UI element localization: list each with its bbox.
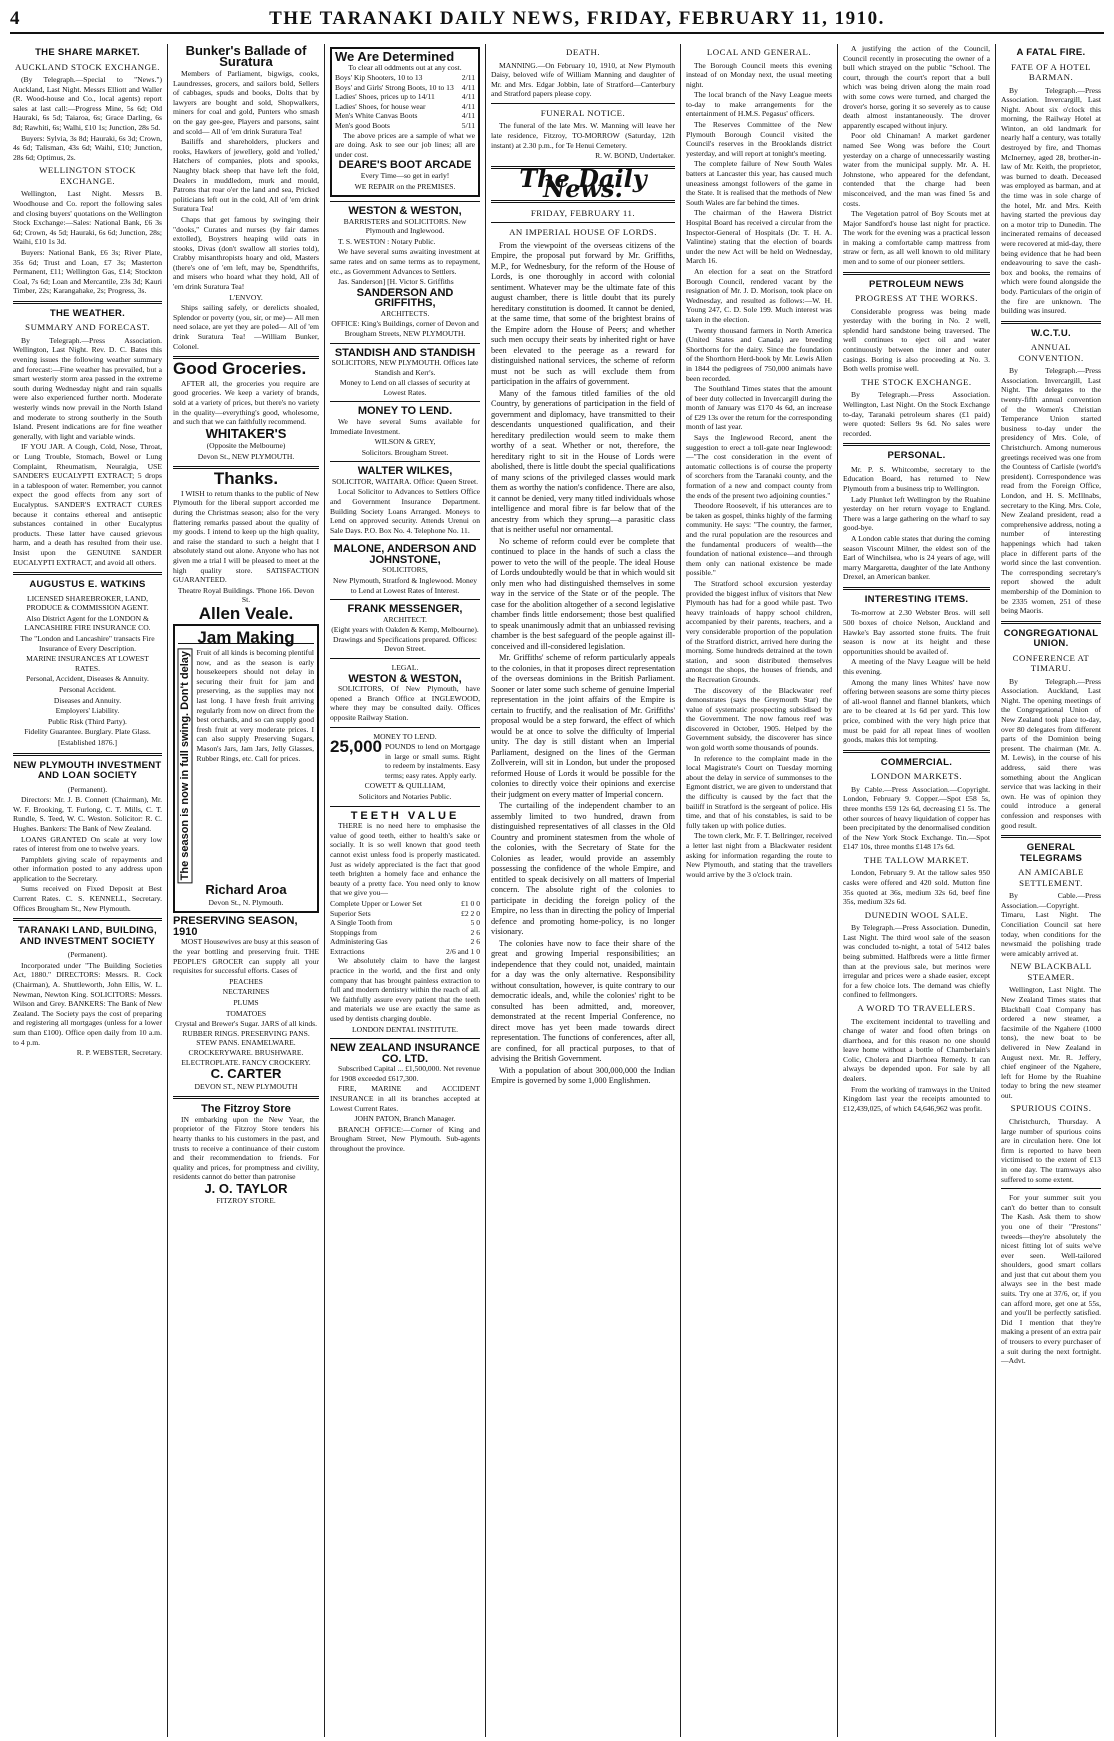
local-para: The Reserves Committee of the New Plymouth Borough Council visited the Council's reserves in the Brooklands district yesterday, and will report at tonight's meeting. (686, 120, 832, 158)
nzins-para: BRANCH OFFICE:—Corner of King and Brougham Street, New Plymouth. Sub-agents throughout the province. (330, 1124, 480, 1153)
bunker-verse: Chaps that get famous by swinging their "dooks," Curates and nurses (by fair dames extolled), Boystrers heaping wild oats in stooks, Divas (don't swallow all stories told), Crabby misanthropists hoary and old, Masters (there's one of 'em left, may be, Spendthrifts, and misers who hoard what they hold, All of 'em drink Suratura Tea! (173, 214, 319, 292)
whitaker-sub: (Opposite the Melbourne) (206, 441, 286, 451)
interesting-para: Among the many lines Whites' have now offering between seasons are some thirty pieces of all-wool flannel and flannel blankets, which are to be cleared at 1s 6d per yard. This low price, combined with the very high price that must be paid for all repeat lines of woollen goods, makes this lot tempting. (843, 677, 990, 745)
watkins-established: [Established 1876.] (57, 737, 118, 747)
weather-heading: THE WEATHER. (49, 307, 126, 319)
deare-name: DEARE'S BOOT ARCADE (338, 159, 472, 172)
divider (330, 539, 480, 540)
legal-para: SOLICITORS, Of New Plymouth, have opened a Branch Office at INGLEWOOD, where they may be consulted daily. Offices opposite Railway Station. (330, 684, 480, 722)
teeth-item: Stoppings from (330, 927, 378, 937)
money-name: WILSON & GREY, (374, 437, 436, 447)
aroa-addr: Devon St., N. Plymouth. (208, 897, 284, 907)
loan-head: MONEY TO LEND. (373, 731, 437, 741)
legal-name: WESTON & WESTON, (348, 672, 462, 685)
price-value: 4/11 (461, 82, 475, 92)
carter-name: C. CARTER (210, 1066, 282, 1082)
land-building-heading: TARANAKI LAND, BUILDING, AND INVESTMENT SOCIETY (18, 925, 157, 947)
nzins-name: JOHN PATON, Branch Manager. (354, 1114, 456, 1124)
general-para: By Cable.—Press Association.—Copyright. Timaru, Last Night. The Conciliation Council sat here today, when conditions for the newsmaid the polishing trade were amicably arrived at. (1001, 891, 1101, 958)
personal-para: Mr. P. S. Whitcombe, secretary to the Education Board, has returned to New Plymouth from a business trip to Wellington. (843, 464, 990, 493)
jam-vertical-text: The season is now in full swing. Don't delay (178, 648, 193, 883)
kash-advert: For your summer suit you can't do better than to consult The Kash. Ask them to show you one of their "Prestons" tweeds—they're absolutely the nicest fitting lot of suits we've ever seen. Well-tailored shoulders, good smart collars and just that cut about them you always see in the best made suits. Try one at 37/6, or, if you can afford more, get one at 55s, and you'll be perfectly satisfied. Did I mention that they're making a present of an extra pair of trousers to every purchaser of a suit during the next fortnight.—Advt. (1001, 1193, 1101, 1366)
legal-head: LEGAL. (391, 663, 419, 673)
money-sub: Solicitors. Brougham Street. (361, 447, 449, 457)
carter-item: PEACHES (229, 976, 263, 986)
teeth-para: THERE is no need here to emphasise the value of good teeth, either to health's sake or socially. It is so well known that good teeth cannot exist unless food is properly masticated. Just as widely appreciated is the fact that good teeth brighten a homely face and enhance the beauty of a pretty face. You need only to know that we give you— (330, 821, 480, 898)
fitzroy-head: The Fitzroy Store (201, 1103, 291, 1116)
jam-para: Fruit of all kinds is becoming plentiful now, and as the season is early housekeepers should not delay in securing their fruit for jam and preserving, as the supplies may not last long. I have fresh fruit arriving regularly from now on direct from the best orchards, and so can supply good fresh fruit at very moderate prices. I can also supply Preserving Sugars, Mason's Jars, Jam Jars, Jelly Glasses, Rubber Rings, etc. Call for prices. (196, 648, 314, 763)
divider (330, 658, 480, 659)
standish-para: Money to Lend on all classes of security at Lowest Rates. (339, 378, 471, 397)
commercial-para: The excitement incidental to travelling and change of water and food often brings on diarrhoea, and for this reason no one should leave home without a bottle of Chamberlain's Colic, Cholera and Diarrhoea Remedy. It can always be depended upon. For sale by all dealers. (843, 1016, 990, 1084)
petroleum-head: PETROLEUM NEWS (869, 278, 964, 290)
petroleum-para: Considerable progress was being made yesterday with the boring in No. 2 well, splendid hard sandstone being traversed. The well continues to eject oil and water continuously between the inner and outer casings. Boring is also proceeding at No. 3. Both wells promise well. (843, 306, 990, 374)
teeth-price-row (330, 928, 480, 938)
column-3 (324, 44, 485, 1737)
bunker-title: Bunker's Ballade of Suratura (185, 44, 307, 69)
divider (1001, 321, 1101, 324)
investment-para: Directors: Mr. J. B. Connett (Chairman), Mr. W. F. Brooking, T. Furlong, C. T. Mills, C. T. Rundle, S. Teed, W. C. Weston. Solicitor: R. C. Hughes. Bankers: The Bank of New Zealand. (13, 795, 162, 833)
jam-head: Jam Making (178, 633, 314, 645)
commercial-para: From the working of tramways in the United Kingdom last year the receipts amounted to £12,439,025, of which £4,646,962 was profit. (843, 1084, 990, 1113)
local-para: The town clerk, Mr. F. T. Bellringer, received a letter last night from a Blackwater resident asking for information regarding the route to New Plymouth, and stating that the travellers would arrive by the 3 o'clock train. (686, 831, 832, 879)
personal-para: Lady Plunket left Wellington by the Ruahine yesterday on her return voyage to England. There was a large gathering on the wharf to say good-bye. (843, 494, 990, 533)
divider (843, 272, 990, 275)
editorial-para: Mr. Griffiths' scheme of reform particularly appeals to the colonies, in that it proposes direct representation of the overseas dominions in the British Parliament. Sooner or later some such scheme of genuine Imperial representation in the joint affairs of the Empire is certain to fructify, and the realisation of Mr. Griffiths' proposal would be a step forward, the effect of which would be at once to solve the difficulty of Imperial unity. The day is still distant when an Imperial Parliament, designed on the lines of the German Zollverein, will sit in London, but under the proposed reformed House of Lords it would be possible for the colonies to directly voice their opinions and exercise their judgment on every matter of Imperial concern. (491, 653, 675, 799)
price-value: 2/11 (461, 73, 475, 83)
sanderson-head: SANDERSON AND GRIFFITHS, (356, 286, 454, 310)
column-1 (8, 44, 167, 1737)
congregational-head: CONGREGATIONAL UNION. (1003, 627, 1099, 650)
commercial-para: By Telegraph.—Press Association. Dunedin, Last Night. The third wool sale of the season was concluded to-night, a total of 5412 bales being submitted. Halfbreds were a little firmer than at the previous sale, but merinos were irregular and prices were a shade easier, except for a few choice lots. The demand was chiefly confined to fellmongers. (843, 923, 990, 1000)
divider (330, 727, 480, 728)
wilkes-head: WALTER WILKES, (357, 465, 453, 478)
watkins-list-item: Diseases and Annuity. (53, 695, 122, 705)
general-para: Christchurch, Thursday. A large number of spurious coins are in circulation here. One lot firm is reported to have been victimised to the extent of £13 in one day. The tramways also suffered to some extent. (1001, 1116, 1101, 1184)
teeth-price-row (330, 899, 480, 909)
death-para: MANNING.—On February 10, 1910, at New Plymouth Daisy, beloved wife of William Manning and daughter of Mr. and Mrs. Edgar Jobbin, late of Stratford—Canterbury and Stratford papers please copy. (491, 60, 675, 99)
divider (330, 461, 480, 462)
local-para: The local branch of the Navy League meets to-day to make arrangements for the entertainment of H.M.S. Pegasus' officers. (686, 90, 832, 119)
weather-para: By Telegraph.—Press Association. Wellington, Last Night. Rev. D. C. Bates this evening issues the following weather summary and forecast:—Fine weather has prevailed, but a smart westerly storm area passed in the extreme south during Wednesday night and rain squalls were also experienced further north. Moderate westerly winds now prevail in the North Island and moderate to strong southerly in the South Island. Present indications are for fine weather generally, with light and variable winds. (13, 335, 162, 441)
deare-para: The above prices are a sample of what we are doing. Ask to see our job lines; all are under cost. (335, 130, 475, 159)
divider (1001, 1188, 1101, 1189)
watkins-para: Also District Agent for the LONDON & LANCASHIRE FIRE INSURANCE CO. (24, 613, 151, 633)
thanks-addr: Theatre Royal Buildings. 'Phone 166. Devon St. (177, 585, 315, 605)
price-row (335, 121, 475, 131)
teeth-price: 5 0 (470, 918, 480, 928)
money-para: We have several Sums available for Immediate Investment. (330, 416, 480, 436)
price-row (335, 92, 475, 102)
divider (843, 443, 990, 446)
teeth-price: 2/6 and 1 0 (446, 946, 480, 956)
carter-addr: DEVON ST., NEW PLYMOUTH (194, 1081, 298, 1091)
divider (1001, 621, 1101, 624)
teeth-item: Administering Gas (330, 937, 388, 947)
price-item: Men's White Canvas Boots (335, 111, 418, 121)
sanderson-para: OFFICE: King's Buildings, corner of Devon and Brougham Streets, NEW PLYMOUTH. (331, 319, 479, 338)
wilkes-para: SOLICITOR, WAITARA. Office: Queen Street. (332, 476, 478, 486)
travellers-sub: A WORD TO TRAVELLERS. (857, 1003, 976, 1013)
loan-sub: Solicitors and Notaries Public. (358, 792, 452, 802)
divider (13, 572, 162, 575)
share-para: Wellington, Last Night. Messrs B. Woodhouse and Co. report the following sales and closing buyers' quotations on the Wellington Stock Exchange:—Sales: National Bank, £6 3s 6d; Crown, 4s 5d; Hauraki, 6s 6d; Junction, 28s; Waihi, £10 1s 3d. (13, 189, 162, 247)
fatal-fire-sub: FATE OF A HOTEL BARMAN. (1011, 61, 1091, 82)
divider (843, 750, 990, 753)
local-para: The complete failure of New South Wales batters at Lancaster this year, has caused much uneasiness amongst followers of the game in the State. It is realised that the methods of New South Wales are far behind the times. (686, 159, 832, 207)
commercial-para: By Cable.—Press Association.—Copyright. London, February 9. Copper.—Spot £58 5s, three months £59 12s 6d, decreasing £1 5s. The other sources of heavy liquidation of copper has been precipitated by the denormalised condition of the New York Stock Exchange. Tin.—Spot £147 10s, three months £148 17s 6d. (843, 784, 990, 852)
land-building-sub: (Permanent). (67, 950, 108, 960)
malone-head: MALONE, ANDERSON AND JOHNSTONE, (333, 543, 477, 566)
local-cont-para: The Vegetation patrol of Boy Scouts met at Major Sandford's house last night for practice. The work for the evening was a practical lesson in making a comfortable camp mattress from straw or fern, as all well known to old military men and to some of our pioneer settlers. (843, 209, 990, 267)
nzins-para: FIRE, MARINE and ACCIDENT INSURANCE in all its branches accepted at Lowest Current Rates. (330, 1084, 480, 1113)
interesting-para: A meeting of the Navy League will be held this evening. (843, 657, 990, 676)
divider (491, 103, 675, 104)
local-para: The Stratford school excursion yesterday provided the biggest influx of visitors that New Plymouth has had for a good while past. Two heavy trainloads of happy school children, accompanied by their parents, teachers, and a very considerable proportion of the population of the Stratford district, arrived here during the morning. Some hundreds detrained at the town station, and soon distributed themselves amongst the shops, the houses of friends, and the Recreation Grounds. (686, 578, 832, 684)
stock-para: By Telegraph.—Press Association. Wellington, Last Night. On the Stock Exchange to-day, Taranaki petroleum shares (£1 paid) were quoted: Sellers 9s 6d. No sales were recorded. (843, 390, 990, 438)
share-para: (By Telegraph.—Special to "News.") Auckland, Last Night. Messrs Elliott and Waller (R. Wood-house and Co., local agents) report sales at last call:—Progress Mine, 5s 6d; Old Hauraki, 6s 5d; Taiaroa, 6s; Grace Darling, 6s 8d; Rawhiti, 6s; Walhi, £10 1s; Junction, 28s 5d. (13, 75, 162, 132)
wilkes-para: Local Solicitor to Advances to Settlers Office and Government Insurance Department. Building Society Loans Arranged. Moneys to Lend on approved security. Attends Urenui on Sale Days. P.O. Box No. 4. Telephone No. 11. (330, 487, 480, 535)
watkins-list-item: Public Risk (Third Party). (48, 716, 127, 726)
bunker-verse: Members of Parliament, bigwigs, cooks, Laundresses, grocers, and sailors bold, Sellers of cabbages, spuds and books, Dolts that by lawyers are bought and sold, Shopwalkers, miners for coal and gold, Punters who smash on the gay gee-gee, Players and parsons, saint and scold— All of 'em drink Suratura Tea! (173, 69, 319, 136)
price-item: Boys' and Girls' Strong Boots, 10 to 13 (335, 82, 454, 92)
column-6 (837, 44, 995, 1737)
loan-name: COWETT & QUILLIAM, (364, 781, 446, 791)
price-row (335, 73, 475, 83)
money-head: MONEY TO LEND. (357, 405, 453, 418)
divider (330, 401, 480, 402)
petroleum-sub: PROGRESS AT THE WORKS. (855, 293, 978, 304)
fatal-fire-head: A FATAL FIRE. (1016, 47, 1086, 58)
deare-advert (330, 47, 480, 197)
deare-tag: Every Time—so get in early! (360, 170, 450, 180)
price-row (335, 111, 475, 121)
divider (330, 599, 480, 600)
local-para: The Southland Times states that the amount of beer duty collected in Invercargill during the month of January was £170 4s 6d, an increase of £29 13s over the return for the corresponding month of last year. (686, 384, 832, 432)
personal-head: PERSONAL. (887, 450, 946, 462)
local-para: Theodore Roosevelt, if his utterances are to be taken as gospel, thinks highly of the farming community. He says: "The country, the farmer, and the rural population are the resources and the fundamental producers of wealth—the foundation of national existence—and through them only can national existence be made possible." (686, 501, 832, 578)
interesting-head: INTERESTING ITEMS. (864, 593, 969, 605)
editorial-para: The curtailing of the independent chamber to an assembly limited to two hundred, drawn from distinguished representatives of all classes in the Old Country and prominent statesmen from the whole of the colonies, with the Secretary of State for the Colonies as leader, would provide an assembly possessing the confidence of the whole Empire, and entitled to speak decisively on all matters of Imperial concern. The absolute right of the colonies to participate in deciding the foreign policy of the Empire, no less than in directing the policy of Imperial defence and promoting home-policy, is no longer visionary. (491, 801, 675, 937)
divider (13, 753, 162, 756)
divider (330, 201, 480, 202)
watkins-para: The "London and Lancashire" transacts Fire Insurance of Every Description. (20, 634, 155, 653)
column-5 (680, 44, 837, 1737)
bunker-envoy-head: L'ENVOY. (229, 292, 263, 302)
teeth-price-row (330, 918, 480, 928)
whitaker-addr: Devon St., NEW PLYMOUTH. (197, 451, 295, 461)
whitaker-para: AFTER all, the groceries you require are good groceries. We keep a variety of brands, sold at a variety of prices, but there's no variety in the quality—everything's good, wholesome, and such that we can faithfully recommend. (173, 378, 319, 427)
local-para: Twenty thousand farmers in North America (United States and Canada) are breeding Shorthorns for the dairy. Since the foundation of the Shorthorn Herd-book by Mr. Lewis Allen in 1844 the pedigrees of 750,000 animals have been recorded. (686, 325, 832, 383)
whitaker-head: Good Groceries. (173, 359, 307, 379)
richard-aroa: Richard Aroa (205, 882, 287, 898)
funeral-sign: R. W. BOND, Undertaker. (595, 151, 675, 161)
congregational-para: By Telegraph.—Press Association. Auckland, Last Night. The opening meetings of the Congregational Union of New Zealand took place to-day, over 80 delegates from different parts of the Dominion being present. The chairman (Mr. A. M. Lewis), in the course of his address, said there was something about the Anglican service that was lacking in their own. He was of opinion they could introduce a general confession and responses with good result. (1001, 676, 1101, 830)
wctu-sub: ANNUAL CONVENTION. (1018, 342, 1084, 363)
teeth-price: £2 2 0 (461, 908, 480, 918)
share-market-heading: THE SHARE MARKET. (35, 47, 140, 58)
funeral-head: FUNERAL NOTICE. (540, 107, 626, 118)
price-row (335, 83, 475, 93)
deare-head: We Are Determined (335, 49, 455, 64)
death-head: DEATH. (565, 47, 601, 57)
lords-head: AN IMPERIAL HOUSE OF LORDS. (509, 227, 657, 238)
editorial-para: Many of the famous titled families of the old Country, by generations of participation in the field of government and diplomacy, have transmitted to their descendants unquestioned qualification, and their hereditary predilection would seem to make them worthy of a seat. Whether or not, therefore, the hereditary right to sit in the House of Lords were abolished, there is little doubt the special qualifications of many scions of the privileged classes would mark them as worthy the nation's confidence. There are also, it cannot be denied, very many titled individuals whose intelligence and moral fibre is far below that of the ancestry from which they sprung—a parasitic class that is neither useful nor ornamental. (491, 388, 675, 535)
carter-item: PLUMS (233, 998, 259, 1008)
dateline: FRIDAY, FEBRUARY 11. (530, 207, 636, 218)
tallow-sub: THE TALLOW MARKET. (863, 854, 970, 865)
weston-para: BARRISTERS and SOLICITORS. New Plymouth and Inglewood. (343, 216, 467, 236)
editorial-para: With a population of about 300,000,000 the Indian Empire is governed by some 1,000 Englishmen. (491, 1065, 675, 1086)
land-building-para: Incorporated under "The Building Societies Act, 1880." DIRECTORS: Messrs. R. Cock (Chairman), A. Shuttleworth, John Ellis, W. L. Newman, Newton King. SOLICITORS: Messrs. Wilson and Grey. BANKERS: The Bank of New Zealand. The Society pays the cost of preparing and registering all mortgages (unless for a lower sum than £100). Office open daily from 10 a.m. to 4 p.m. (13, 960, 162, 1047)
column-4 (485, 44, 680, 1737)
price-value: 4/11 (461, 92, 475, 102)
carter-item: TOMATOES (225, 1008, 267, 1018)
price-item: Ladies' Shoes, for house wear (335, 101, 426, 111)
commercial-head: COMMERCIAL. (880, 756, 953, 768)
weston-para: Jas. Sanderson] [H. Victor S. Griffiths (338, 277, 454, 287)
columns (8, 44, 1106, 1737)
editorial-para: No scheme of reform could ever be complete that continued to place in the hands of such a class the power to veto the will of the people. The ideal House of Lords undoubtedly would be that in which would sit only men who had distinguished themselves in some way in the service of the State or of the people. The case for the abolition altogether of a second legislative chamber finds little endorsement; those best qualified to speak unanimously admit that an unbiassed revising chamber is the best safeguard of the people against ill-conceived and ill-considered legislation. (491, 536, 675, 651)
messenger-para: (Eight years with Oakden & Kemp, Melbourne). Drawings and Specifications prepared. Offices: Devon Street. (331, 625, 479, 654)
local-para: The discovery of the Blackwater reef demonstrates (says the Greymouth Star) the value of systematic prospecting subsidised by the Government. The now famous reef was discovered in October, 1905. Helped by the Government subsidy, the discoverer has since won gold worth some thousands of pounds. (686, 685, 832, 753)
dunedin-sub: DUNEDIN WOOL SALE. (864, 909, 969, 920)
weston-head: WESTON & WESTON, (348, 205, 462, 218)
wctu-para: By Telegraph.—Press Association. Invercargill, Last Night. The delegates to the twenty-fifth annual convention of the Women's Christian Temperance Union started business to-day under the presidency of Mrs. Cole, of Christchurch. Among numerous greetings received was one from the Countess of Carlisle (world's president). Correspondence was read from the Foreign Office, London, and H. S. McIllnabs, secretary to the King. Mrs. Cole, New Zealand president, read a comprehensive address, noting a number of interesting happenings which had taken place in different parts of the world since the last convention. The corresponding secretary's report showed the adult membership of the Dominion to be 2335 women, 251 of these being Maoris. (1001, 366, 1101, 616)
local-para: The chairman of the Hawera District Hospital Board has received a circular from the Inspector-General of Hospitals (Dr. T. H. A. Valintine) stating that the election of boards under the new Act will be held on Wednesday, March 16. (686, 208, 832, 266)
fitzroy-para: IN embarking upon the New Year, the proprietor of the Fitzroy Store tenders his hearty thanks to his customers in the past, and trusts to receive a continuance of their custom and their recommendation to friends. For quality and prices, for promptness and civility, residents cannot do better than patronise (173, 1114, 319, 1182)
standish-head: STANDISH AND STANDISH (334, 346, 476, 359)
wellington-exchange-subhead: WELLINGTON STOCK EXCHANGE. (39, 165, 136, 186)
deare-tag: WE REPAIR on the PREMISES. (354, 181, 456, 191)
local-head: LOCAL AND GENERAL. (706, 47, 812, 57)
local-para: Says the Inglewood Record, anent the suggestion to erect a toll-gate near Inglewood:—"The cost consideration in the event of automatic collections is of course the property of scorchers from the Taranaki county, and the formation of a new and compact county from the ends of the present two adjoining counties." (686, 433, 832, 500)
malone-sub: SOLICITORS, (382, 565, 428, 575)
divider (173, 1096, 319, 1099)
land-building-sign: R. P. WEBSTER, Secretary. (76, 1048, 162, 1058)
weston-para: We have several sums awaiting investment at same rates and on same terms as to repayment, etc., as Government Advances to Settlers. (330, 247, 480, 276)
divider (843, 587, 990, 590)
masthead (10, 6, 1104, 34)
editorial-para: The colonies have now to face their share of the great and growing Imperial responsibilities; an independence that they could not, unaided, maintain for a day was the only alternative. Responsibility without consultation, however, is quite contrary to our democratic ideals, and, while the colonies' right to be consulted has been admitted, and, moreover, demonstrated at the recent Imperial Conference, no direct move has yet been made towards direct representation. The functions of conferences, after all, are confined, for all practical purposes, to that of advising the British Government. (491, 938, 675, 1064)
teeth-para: We absolutely claim to have the largest practice in the world, and the first and only company that has brought painless extraction to full and modern dentistry within the reach of all. We faithfully assure every patient that the teeth and materials we use are exactly the same as used by dentists charging double. (330, 956, 480, 1024)
price-row (335, 102, 475, 112)
watkins-list-item: Personal, Accident, Diseases & Annuity. (26, 674, 149, 684)
carter-para: Crystal and Brewer's Sugar. JARS of all kinds. RUBBER RINGS. PRESERVING PANS. STEW PANS. ENAMELWARE. CROCKERYWARE. BRUSHWARE. ELECTROPLATE. FANCY CROCKERY. (174, 1019, 318, 1067)
nzins-head: NEW ZEALAND INSURANCE CO. LTD. (330, 1042, 480, 1065)
funeral-para: The funeral of the late Mrs. W. Manning will leave her late residence, Fitzroy, TO-MORROW (Saturday, 12th instant) at 2.30 p.m., for Te Henui Cemetery. (491, 121, 675, 150)
jam-body (178, 648, 314, 883)
teeth-price: £1 0 0 (461, 898, 480, 908)
carter-para: MOST Housewives are busy at this season of the year bottling and preserving fruit. THE PEOPLE'S GROCER can supply all your requisites for successful efforts. Cases of (173, 937, 320, 976)
column-2 (167, 44, 324, 1737)
taylor-name: J. O. TAYLOR (204, 1180, 288, 1196)
price-value: 5/11 (461, 121, 475, 131)
allen-veale: Allen Veale. (198, 604, 294, 623)
local-cont-para: Poor old Chinaman! A market gardener named See Wong was before the Court yesterday on a charge of unnecessarily wasting water from the municipal supply. Mr. A. H. Johnstone, who appeared for the defendant, contended that the charge had been misconceived, and the man was fined 5s and costs. (843, 131, 990, 208)
investment-sub: (Permanent). (67, 784, 108, 794)
loan-body (330, 737, 480, 781)
watkins-list-item: Personal Accident. (59, 684, 116, 694)
loan-amount: 25,000 (330, 737, 382, 757)
teeth-price-row (330, 937, 480, 947)
watkins-list-item: Fidelity Guarantee. Burglary. Plate Glass. (24, 727, 151, 737)
sanders-advert: IF YOU JAR. A Cough, Cold, Nose, Throat, or Lung Trouble, Stomach, Bowel or Lung Complaint, Rheumatism, Neuralgia, USE SANDER'S EUCALYPTI EXTRACT; 5 drops in a tablespoon of water. Remember, you cannot expect the good effects from any sort of Eucalyptus. SANDER'S EXTRACT CURES because it contains ethereal and antiseptic substances contained in other Eucalyptus products. These latter have caused grievous harm, and a death has resulted from their use. Insist upon the GENUINE SANDER EUCALYPTI EXTRACT, and avoid all others. (13, 442, 162, 567)
standish-para: SOLICITORS, NEW PLYMOUTH. Offices late Standish and Kerr's. (331, 358, 479, 377)
local-para: In reference to the complaint made in the local Magistrate's Court on Tuesday morning about the delay in service of summonses to the Egmont district, we are given to understand that the difficulty is caused by the fact that the bailiff in Stratford is the sergeant of police. His time, and that of his constables, is said to be fully taken up with police duties. (686, 753, 832, 830)
fitzroy-sub: FITZROY STORE. (216, 1196, 276, 1206)
editorial-para: From the viewpoint of the overseas citizens of the Empire, the proposal put forward by Mr. Griffiths, M.P., for Wednesbury, for the reform of the House of Lords, is one thoroughly in accord with colonial sentiment. Whatever may be the ultimate fate of this august chamber, there is little doubt that its purely hereditary constitution is doomed. It cannot be denied, at the same time, that some of the brightest brains of the Empire adorn the House of Peers; and whether such men occupy their seats by inherited right or have been elevated to the peerage as a reward for distinguished national services, the scheme of reform must not be such as will exclude them from participation in the affairs of government. (491, 240, 675, 387)
divider (330, 806, 480, 807)
general-sub: NEW BLACKBALL STEAMER. (1010, 961, 1092, 982)
investment-para: Sums received on Fixed Deposit at Best Current Rates. C. S. KENNELL, Secretary. Offices Brougham St., New Plymouth. (13, 884, 162, 913)
congregational-sub: CONFERENCE AT TIMARU. (1012, 652, 1090, 674)
general-telegrams-head: GENERAL TELEGRAMS (1019, 842, 1083, 864)
watkins-list-item: Employers' Liability. (55, 706, 120, 716)
nzins-para: Subscribed Capital ... £1,500,000. Net revenue for 1908 exceeded £617,300. (330, 1064, 480, 1083)
jam-making-advert (173, 624, 319, 914)
column-7 (995, 44, 1106, 1737)
commercial-para: London, February 9. At the tallow sales 950 casks were offered and 420 sold. Mutton fine 35s quoted at 36s, medium 32s 6d, beef fine 35s, medium 32s 6d. (843, 868, 990, 907)
personal-para: A London cable states that during the coming season Viscount Milner, the eldest son of the Earl of Winchilsea, who is 24 years of age, will marry Margaretta, daughter of the late Anthony Drexel, an American banker. (843, 533, 990, 582)
investment-heading: NEW PLYMOUTH INVESTMENT AND LOAN SOCIETY (13, 759, 162, 782)
auckland-exchange-subhead: AUCKLAND STOCK EXCHANGE. (14, 61, 160, 72)
whitaker-name: WHITAKER'S (205, 425, 287, 441)
investment-para: LOANS GRANTED On scale at very low rates of interest from one to twelve years. (13, 834, 162, 854)
price-item: Boys' Kip Shooters, 10 to 13 (335, 73, 423, 83)
stock-head: THE STOCK EXCHANGE. (861, 376, 972, 387)
wctu-head: W.C.T.U. (1031, 327, 1071, 339)
teeth-item: Extractions (330, 946, 365, 956)
fatal-fire-para: By Telegraph.—Press Association. Invercargill, Last Night. About six o'clock this morning, the Railway Hotel at Winton, an old landmark for nearly half a century, was totally destroyed by fire, and Thomas McInerney, aged 28, brother-in-law of Mr. Keith, the proprietor, was burned to death. Deceased was employed as barman, and at the time was in sole charge of the hotel, Mr. and Mrs. Keith having started the previous day on a motor trip to Dunedin. The incinerated remains of deceased were recovered at mid-day, there being evidence that he had been endeavouring to save the cash-box and books, the remains of which were found alongside the body. Particulars of the origin of the fire are unknown. The building was insured. (1001, 85, 1101, 316)
share-para: Buyers: National Bank, £6 3s; River Plate, 35s 6d; Trust and Loan, £7 3s; Masterton Permanent, £11; Wellington Gas, £14; Stockton Coal, 7s 6d; Loan and Mercantile, 23s 3d; Kauri Timber, 22s; Karangahake, 2s; Progress, 3s. (13, 247, 162, 296)
watkins-para: LICENSED SHAREBROKER, LAND, PRODUCE & COMMISSION AGENT. (26, 593, 149, 613)
weston-para: T. S. WESTON : Notary Public. (338, 236, 436, 246)
carter-item: NECTARINES (222, 987, 270, 997)
price-value: 4/11 (461, 111, 475, 121)
bunker-verse: Bailiffs and shareholders, pluckers and rooks, Hawkers of jewellery, gold and 'rolled,' Hatchers of companies, plots and spooks, Naughty black sheep that have left the fold, Dealers in muddledom, murk and mould, Patrons that roar o'er the land and sea, Pricked politicians left out in the cold, All of 'em drink Suratura Tea! (173, 137, 319, 214)
daily-news-masthead: The Daily News. (519, 163, 647, 204)
price-item: Men's good Boots (335, 121, 390, 131)
divider (491, 222, 675, 223)
teeth-price: 2 6 (470, 927, 480, 937)
teeth-head: TEETH VALUE (350, 809, 460, 822)
watkins-para: MARINE INSURANCES AT LOWEST RATES. (26, 654, 149, 673)
general-sub: SPURIOUS COINS. (1010, 1103, 1092, 1114)
teeth-item: Superior Sets (330, 908, 371, 918)
preserving-head: PRESERVING SEASON, 1910 (173, 915, 298, 938)
local-para: The Borough Council meets this evening instead of on Monday next, the usual meeting night. (686, 60, 832, 89)
price-item: Ladies' Shoes, prices up to 14/11 (335, 92, 435, 102)
divider (13, 301, 162, 304)
price-value: 4/11 (461, 101, 475, 111)
masthead-title: THE TARANAKI DAILY NEWS, FRIDAY, FEBRUARY 11, 1910. (269, 8, 885, 29)
investment-para: Pamphlets giving scale of repayments and other information posted to any address upon application to the Secretary. (13, 854, 162, 883)
sanderson-sub: ARCHITECTS. (380, 308, 430, 318)
weather-subhead: SUMMARY AND FORECAST. (25, 322, 150, 333)
thanks-para: I WISH to return thanks to the public of New Plymouth for the liberal support accorded me during the Christmas season; also for the very flattering remarks passed about the quality of my goods. I intend to keep up the high quality, and raise the standard to such a height that I absolutely stand out alone. Anyone who has not given me a trial I will be pleased to meet at the high quality store. SATISFACTION GUARANTEED. (173, 488, 319, 585)
deare-para: To clear all oddments out at any cost. (348, 62, 462, 72)
teeth-name: LONDON DENTAL INSTITUTE. (351, 1024, 459, 1034)
watkins-name: AUGUSTUS E. WATKINS (29, 579, 146, 591)
divider (330, 1038, 480, 1039)
local-cont-para: A justifying the action of the Council, Council recently in prosecuting the owner of a bull which strayed on the public "School. The court, through the court's report that a bull which was being driven along the main road with some cows were turned, and charged the drover's horse, goring it so severely as to cause death almost instantaneously. The drover apparently escaped without injury. (843, 44, 990, 130)
local-para: An election for a seat on the Stratford Borough Council, rendered vacant by the resignation of Mr. J. D. Morison, took place on Wednesday, and resulted as follows:—W. H. Young 247, C. D. Sole 199. Much interest was taken in the election. (686, 266, 832, 324)
divider (330, 343, 480, 344)
malone-para: New Plymouth, Stratford & Inglewood. Money to Lend at Lowest Rates of Interest. (332, 575, 478, 595)
general-para: Wellington, Last Night. The New Zealand Times states that Blackball Coal Company has ordered a new steamer, a facsimile of the Ngahere (1000 tons), the new boat to be delivered in New Zealand in August next. Mr. R. Jeffery, chief engineer of the Ngahere, left for Home by the Ruahine today to bring the new steamer out. (1001, 985, 1101, 1100)
divider (1001, 835, 1101, 838)
bunker-envoy: Ships sailing safely, or derelicts shoaled, Splendor or poverty (you, sir, or me)— All men need solace, are yet they are poled— All of 'em drink Suratura Tea! —William Bunker, Colonel. (173, 303, 319, 351)
teeth-price-row (330, 947, 480, 957)
messenger-sub: ARCHITECT. (383, 614, 427, 624)
divider (13, 918, 162, 921)
thanks-head: Thanks. (213, 469, 279, 489)
teeth-item: Complete Upper or Lower Set (330, 898, 422, 908)
commercial-sub: LONDON MARKETS. (870, 771, 963, 782)
share-para: Buyers: Sylvia, 3s 8d; Hauraki, 6s 3d; Crown, 4s 6d; Talisman, 43s 6d; Waihi, £10; Junction, 28s 6d; Optimus, 2s. (13, 133, 162, 162)
general-sub: AN AMICABLE SETTLEMENT. (1018, 867, 1084, 888)
teeth-item: A Single Tooth from (330, 918, 393, 928)
teeth-price-row (330, 909, 480, 919)
loan-para: POUNDS to lend on Mortgage in large or small sums. Right to redeem by instalments. Easy terms; easy rates. Apply early. (385, 742, 480, 780)
interesting-para: To-morrow at 2.30 Webster Bros. will sell 500 boxes of choice Nelson, Auckland and Hawke's Bay assorted stone fruits. The fruit season is now at its height and these opportunities should be availed of. (843, 608, 990, 656)
messenger-head: FRANK MESSENGER, (347, 603, 463, 616)
page-number: 4 (10, 8, 20, 29)
teeth-price: 2 6 (470, 937, 480, 947)
